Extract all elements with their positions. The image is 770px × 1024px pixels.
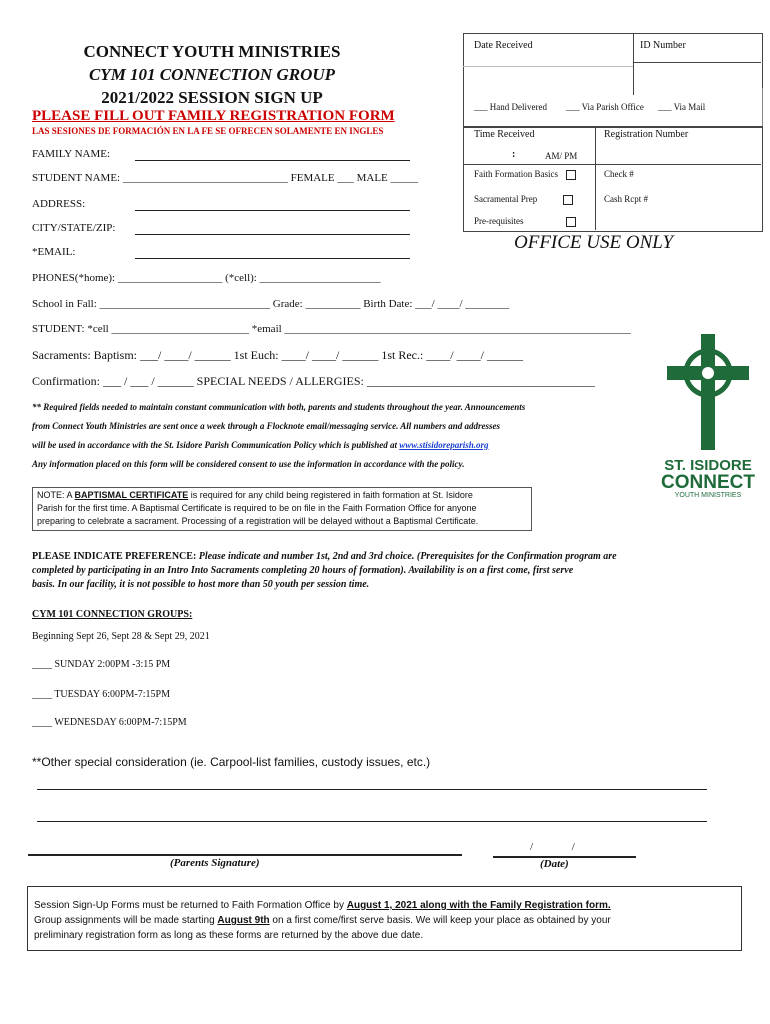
email-line[interactable] [135,258,410,259]
footer-e: on a first come/first serve basis. We will keep your place as obtained by your [272,915,611,926]
sp-checkbox[interactable] [563,195,573,205]
notice-line-3-text: will be used in accordance with the St. Isidore Parish Communication Policy which is published at [32,440,398,450]
pre-label: Pre-requisites [474,216,524,226]
notice-line-1: ** Required fields needed to maintain constant communication with both, parents and students throughout the year. Announcements [32,402,526,412]
office-rule-2 [633,62,761,63]
faith-formation-basics [474,169,576,180]
celtic-cross-icon [653,332,763,452]
header-title-2: CYM 101 CONNECTION GROUP [88,65,336,84]
address-label: ADDRESS: [32,198,86,210]
notice-line-2: from Connect Youth Ministries are sent once a week through a Flocknote email/messaging service. All numbers and addresses [32,421,501,431]
family-name-label: FAMILY NAME: [32,148,111,160]
footer-c: Group assignments will be made starting [34,915,215,926]
other-line-2[interactable] [37,821,707,822]
option-sunday[interactable]: ____ SUNDAY 2:00PM -3:15 PM [32,659,171,670]
ffb-checkbox[interactable] [566,170,576,180]
city-label: CITY/STATE/ZIP: [32,222,116,234]
edge-mark [762,88,763,126]
note-prefix: NOTE: A [37,490,73,500]
notice-line-4: Any information placed on this form will be considered consent to use the information in accordance with the policy. [32,459,465,469]
address-line[interactable] [135,210,410,211]
am-pm: AM/ PM [545,151,578,161]
time-colon: : [512,149,516,160]
confirmation-row[interactable]: Confirmation: ___ / ___ / ______ SPECIAL NEEDS / ALLERGIES: ______________________________________ [32,374,595,388]
footer-assign-date: August 9th [217,915,270,926]
check-number: Check # [604,169,634,179]
time-received-label: Time Received [474,129,535,140]
groups-beginning: Beginning Sept 26, Sept 28 & Sept 29, 2021 [32,631,210,642]
option-tuesday[interactable]: ____ TUESDAY 6:00PM-7:15PM [32,689,170,700]
footer-line-1 [34,900,611,911]
city-line[interactable] [135,234,410,235]
footer-due-date: August 1, 2021 along with the Family Registration form. [346,900,611,911]
via-mail: ___ Via Mail [658,102,706,112]
office-rule [463,66,633,67]
date-received-label: Date Received [474,40,533,51]
other-line-1[interactable] [37,789,707,790]
instruction-heading: PLEASE FILL OUT FAMILY REGISTRATION FORM [32,108,395,124]
cash-receipt: Cash Rcpt # [604,194,648,204]
hand-delivered: ___ Hand Delivered [474,102,547,112]
date-slashes: / / [530,841,575,853]
office-rule-3 [463,164,761,165]
preference-line-2: completed by participating in an Intro Into Sacraments completing 20 hours of formation). Availability is on a first come, first serve [32,565,574,576]
st-isidore-connect-logo [653,332,763,502]
notice-line-3 [32,440,489,450]
prerequisites [474,216,576,227]
groups-heading: CYM 101 CONNECTION GROUPS: [32,609,193,620]
preference-line-1 [32,551,617,562]
ffb-label: Faith Formation Basics [474,169,558,179]
preference-text-1: Please indicate and number 1st, 2nd and 3rd choice. (Prerequisites for the Confirmation program are [198,551,617,562]
signature-line[interactable] [28,854,462,856]
sacramental-prep [474,194,573,205]
office-use-only: OFFICE USE ONLY [514,232,674,253]
email-label: *EMAIL: [32,246,76,258]
phones-row[interactable]: PHONES(*home): ___________________ (*cell): ______________________ [32,272,381,284]
note-line-3: preparing to celebrate a sacrament. Processing of a registration will be delayed without a Baptismal Certificate. [37,516,479,526]
preference-lead: PLEASE INDICATE PREFERENCE: [32,551,197,562]
student-contact-row[interactable]: STUDENT: *cell _________________________ *email _______________________________________________________________ [32,323,631,335]
id-number-label: ID Number [640,40,686,51]
spanish-note: LAS SESIONES DE FORMACIÓN EN LA FE SE OFRECEN SOLAMENTE EN INGLES [32,126,384,136]
footer-a: Session Sign-Up Forms must be returned to Faith Formation Office by [34,900,344,911]
logo-line-2: CONNECT [661,472,755,493]
header-title-1: CONNECT YOUTH MINISTRIES [83,42,341,61]
date-label: (Date) [540,858,569,870]
note-cert: BAPTISMAL CERTIFICATE [74,490,189,500]
office-divider [633,33,634,95]
logo-line-1: ST. ISIDORE [664,457,752,474]
footer-line-3: preliminary registration form as long as these forms are returned by the above due date. [34,930,424,941]
preference-line-3: basis. In our facility, it is not possible to host more than 50 youth per session time. [32,579,370,590]
logo-line-3: YOUTH MINISTRIES [674,492,742,499]
sacraments-row[interactable]: Sacraments: Baptism: ___/ ____/ ______ 1st Euch: ____/ ____/ ______ 1st Rec.: ____/ ____/ ______ [32,348,523,362]
via-parish: ___ Via Parish Office [566,102,644,112]
note-rest: is required for any child being registered in faith formation at St. Isidore [190,490,473,500]
option-wednesday[interactable]: ____ WEDNESDAY 6:00PM-7:15PM [32,717,187,728]
other-consideration-label: **Other special consideration (ie. Carpool-list families, custody issues, etc.) [32,755,431,769]
school-row[interactable]: School in Fall: _______________________________ Grade: __________ Birth Date: ___/ ____/ ________ [32,298,510,310]
note-line-2: Parish for the first time. A Baptismal Certificate is required to be on file in the Faith Formation Office for anyone [37,503,477,513]
note-line-1 [37,490,473,500]
student-name-row[interactable]: STUDENT NAME: ______________________________ FEMALE ___ MALE _____ [32,172,419,184]
sp-label: Sacramental Prep [474,194,538,204]
footer-line-2 [34,915,611,926]
office-divider-2 [595,126,596,230]
parish-website-link[interactable]: www.stisidoreparish.org [399,440,489,450]
family-name-line[interactable] [135,160,410,161]
registration-number-label: Registration Number [604,129,689,140]
header-title-3: 2021/2022 SESSION SIGN UP [101,88,323,107]
pre-checkbox[interactable] [566,217,576,227]
parents-signature-label: (Parents Signature) [170,857,260,869]
